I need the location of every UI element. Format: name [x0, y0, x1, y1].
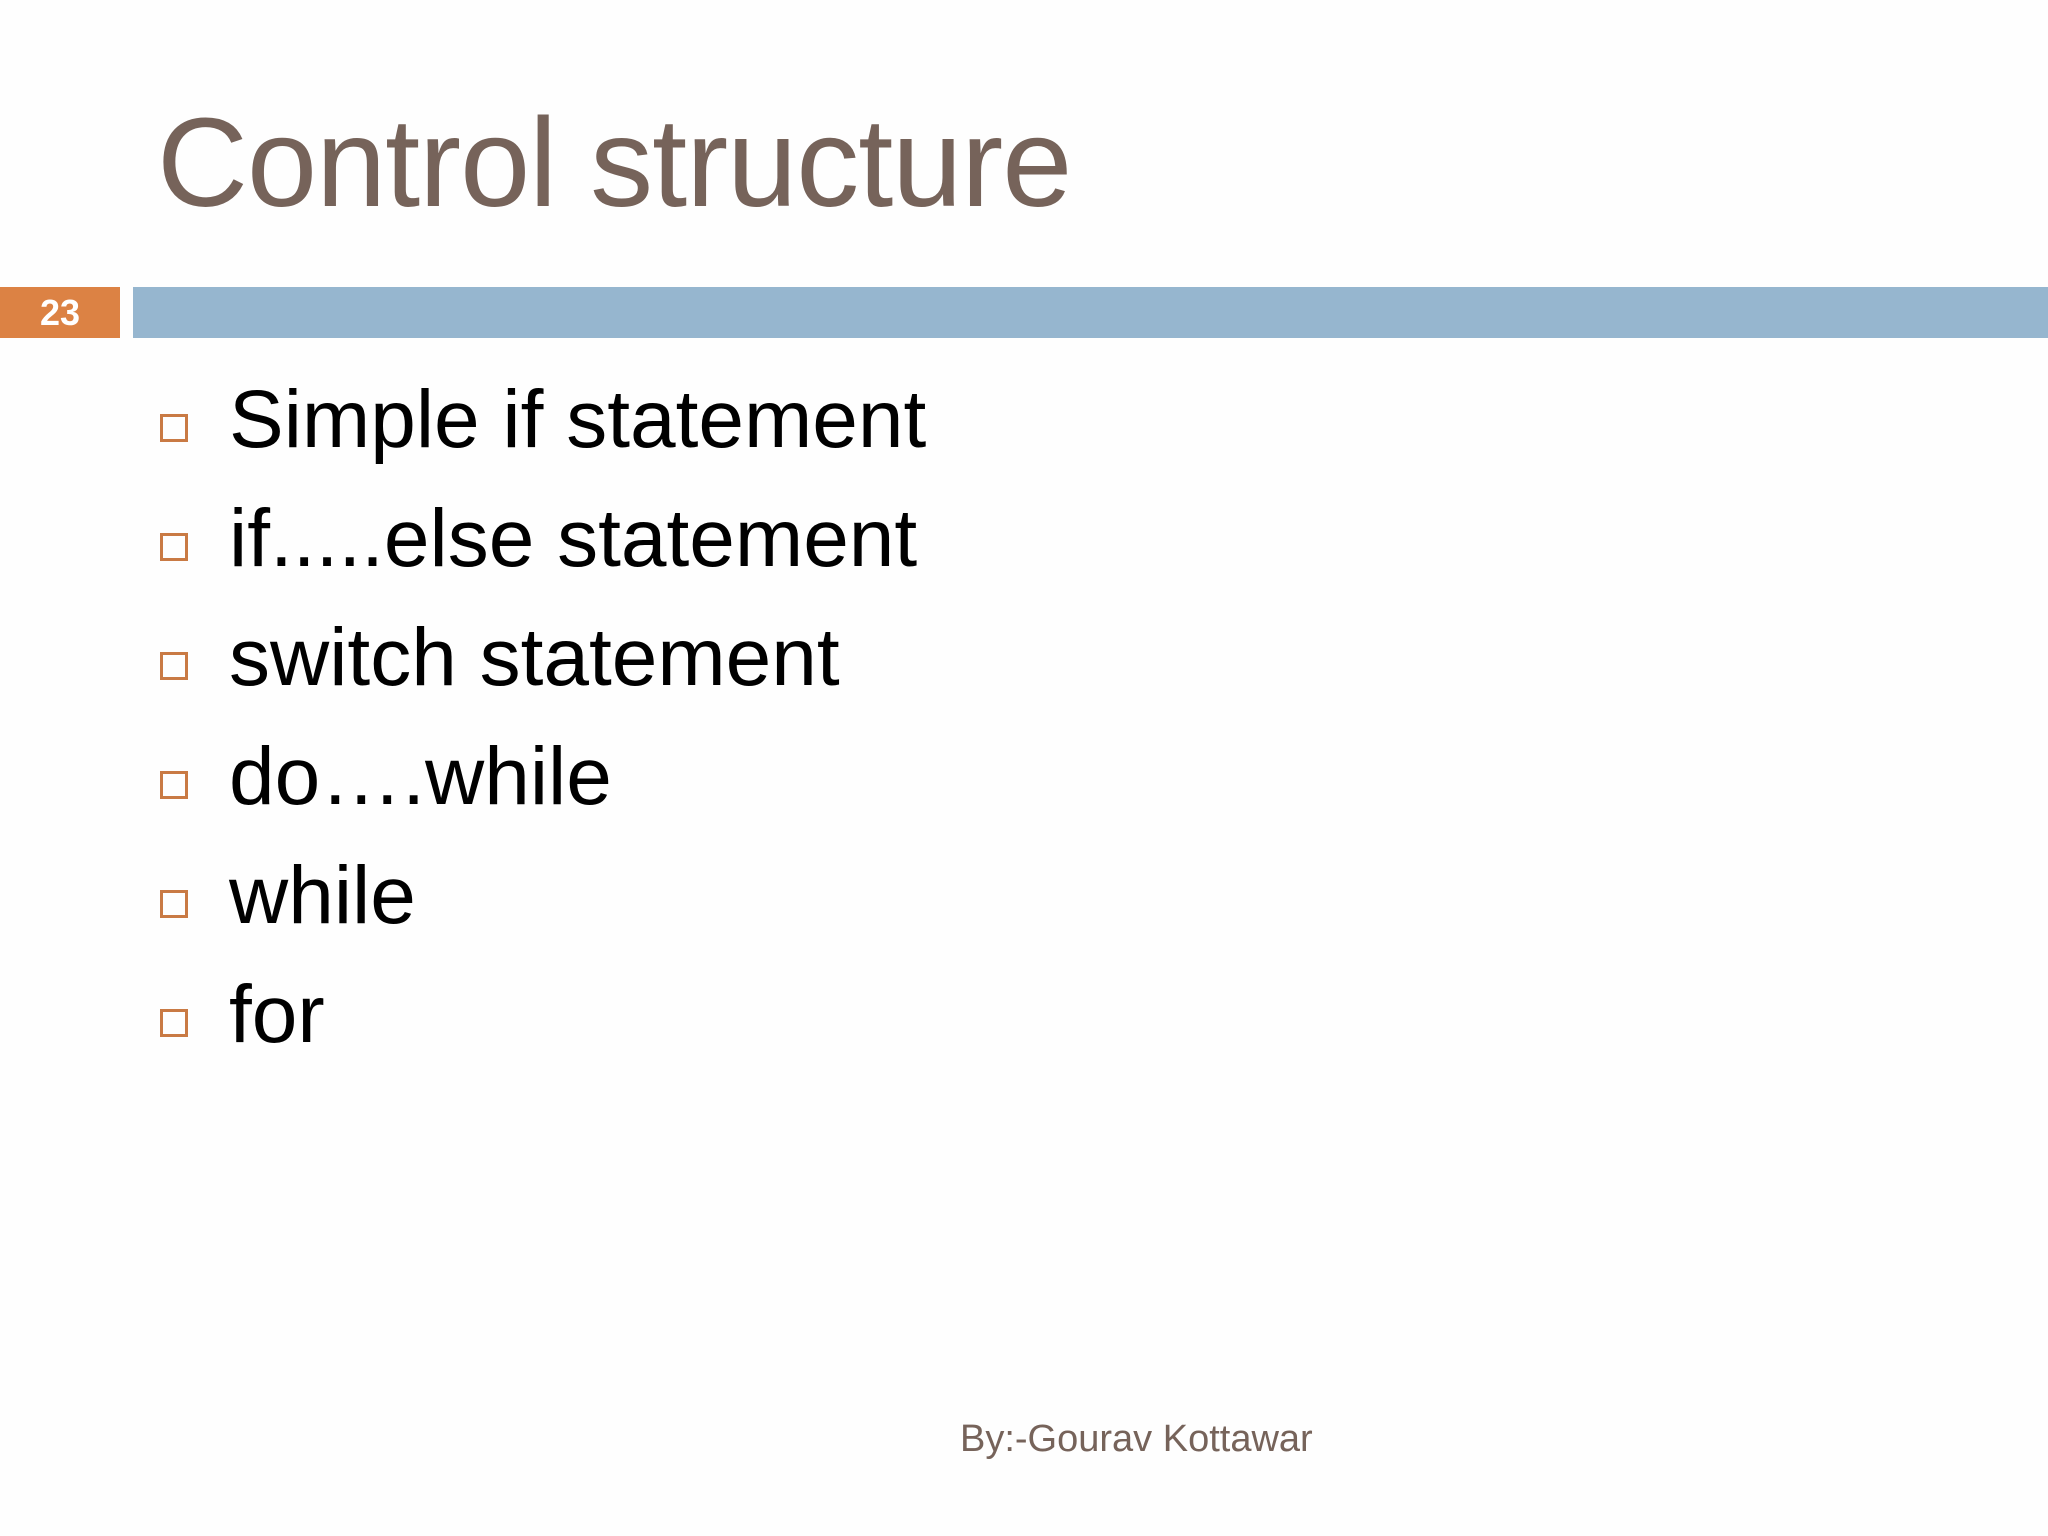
- square-outline-icon: [160, 771, 188, 799]
- bullet-text: for: [229, 968, 325, 1060]
- slide-number: 23: [39, 292, 81, 333]
- bullet-item: [160, 717, 926, 836]
- bullet-text: while: [229, 849, 416, 941]
- square-outline-icon: [160, 533, 188, 561]
- square-outline-icon: [160, 1009, 188, 1037]
- square-outline-icon: [160, 414, 188, 442]
- bullet-text: switch statement: [229, 611, 840, 703]
- bullet-text: if.....else statement: [229, 492, 918, 584]
- bullet-item: [160, 598, 926, 717]
- slide-number-badge: [0, 287, 120, 338]
- square-outline-icon: [160, 652, 188, 680]
- bullet-text: do….while: [229, 730, 612, 822]
- square-outline-icon: [160, 890, 188, 918]
- slide-footer: By:-Gourav Kottawar: [960, 1418, 1313, 1460]
- title-divider-bar: [133, 287, 2048, 338]
- bullet-item: [160, 360, 926, 479]
- bullet-item: [160, 479, 926, 598]
- bullet-list: [160, 360, 926, 1074]
- bullet-text: Simple if statement: [229, 373, 927, 465]
- bullet-item: [160, 836, 926, 955]
- slide-title: Control structure: [157, 92, 1072, 233]
- bullet-item: [160, 955, 926, 1074]
